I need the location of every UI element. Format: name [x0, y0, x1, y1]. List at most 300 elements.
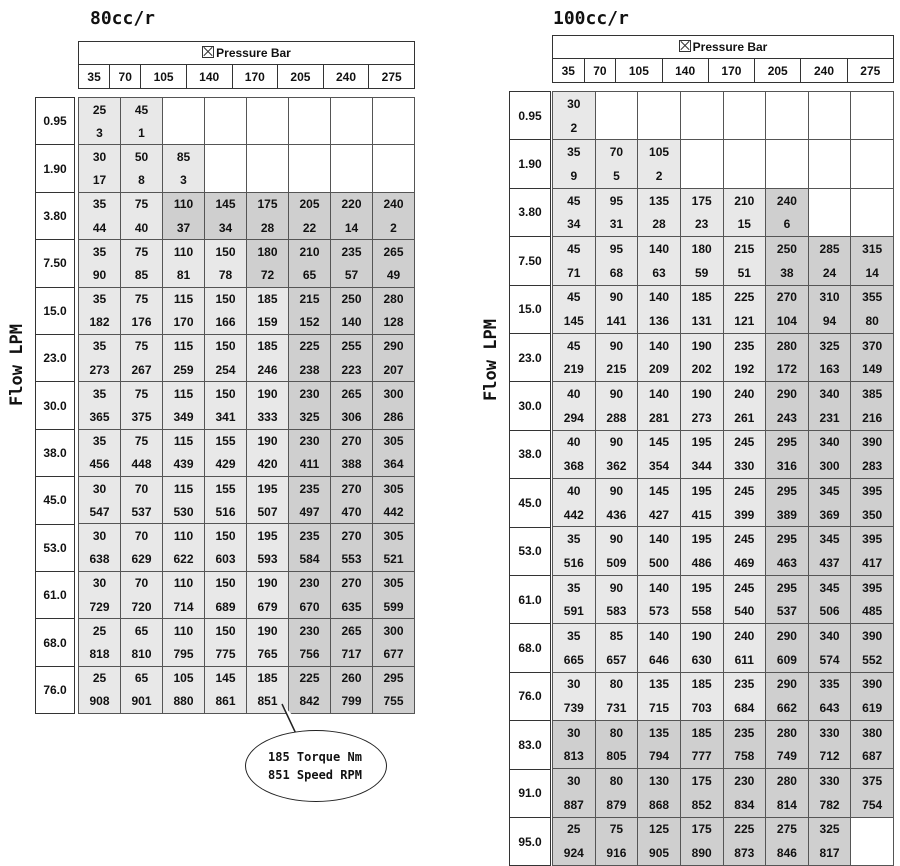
torque-value: 75: [121, 240, 163, 264]
speed-value: 288: [595, 406, 638, 430]
empty-cell: [373, 121, 415, 145]
speed-value: 49: [373, 263, 415, 287]
speed-value: 470: [331, 500, 373, 524]
empty-cell: [766, 164, 809, 188]
torque-value: 185: [247, 334, 289, 358]
speed-value: 192: [723, 358, 766, 382]
torque-value: 135: [638, 720, 681, 744]
torque-value: 115: [163, 287, 205, 311]
torque-value: 265: [373, 240, 415, 264]
speed-value: 834: [723, 793, 766, 817]
speed-value: 37: [163, 216, 205, 240]
speed-value: 890: [680, 841, 723, 865]
torque-value: 245: [723, 527, 766, 551]
speed-value: 3: [163, 169, 205, 193]
empty-cell: [680, 116, 723, 140]
speed-value: 635: [331, 595, 373, 619]
torque-value: 70: [595, 140, 638, 164]
empty-cell: [808, 164, 851, 188]
torque-value: 90: [595, 527, 638, 551]
torque-value: 375: [851, 769, 894, 793]
flow-row-label: 7.50: [509, 236, 551, 285]
speed-value: 145: [553, 309, 596, 333]
speed-value: 3: [79, 121, 121, 145]
flow-row-label: 83.0: [509, 720, 551, 769]
torque-value: 155: [205, 429, 247, 453]
speed-value: 399: [723, 503, 766, 527]
speed-value: 17: [79, 169, 121, 193]
torque-value: 190: [680, 382, 723, 406]
torque-value: 45: [553, 237, 596, 261]
torque-value: 220: [331, 192, 373, 216]
empty-cell: [851, 188, 894, 212]
speed-value: 851: [247, 690, 289, 714]
torque-value: 225: [723, 285, 766, 309]
speed-value: 286: [373, 405, 415, 429]
speed-value: 775: [205, 642, 247, 666]
torque-value: 385: [851, 382, 894, 406]
torque-value: 30: [79, 145, 121, 169]
speed-value: 731: [595, 696, 638, 720]
speed-value: 924: [553, 841, 596, 865]
torque-value: 85: [595, 624, 638, 648]
torque-value: 35: [79, 192, 121, 216]
empty-cell: [680, 92, 723, 116]
speed-value: 662: [766, 696, 809, 720]
torque-value: 185: [680, 285, 723, 309]
speed-value: 619: [851, 696, 894, 720]
torque-value: 140: [638, 624, 681, 648]
speed-value: 136: [638, 309, 681, 333]
empty-cell: [766, 140, 809, 164]
speed-value: 486: [680, 551, 723, 575]
speed-value: 574: [808, 648, 851, 672]
torque-value: 235: [723, 672, 766, 696]
torque-value: 190: [247, 382, 289, 406]
speed-value: 300: [808, 454, 851, 478]
torque-value: 185: [680, 672, 723, 696]
torque-value: 205: [289, 192, 331, 216]
torque-value: 265: [331, 619, 373, 643]
speed-value: 439: [163, 453, 205, 477]
speed-value: 583: [595, 599, 638, 623]
speed-value: 22: [289, 216, 331, 240]
torque-value: 25: [79, 619, 121, 643]
speed-value: 166: [205, 311, 247, 335]
pressure-column-header: 205: [755, 59, 801, 83]
flow-row-label: 1.90: [35, 144, 75, 192]
speed-value: 758: [723, 745, 766, 769]
flow-row-label: 61.0: [35, 571, 75, 619]
speed-value: 216: [851, 406, 894, 430]
speed-value: 553: [331, 548, 373, 572]
torque-value: 295: [373, 666, 415, 690]
speed-value: 437: [808, 551, 851, 575]
torque-value: 180: [680, 237, 723, 261]
speed-value: 873: [723, 841, 766, 865]
torque-value: 145: [205, 666, 247, 690]
torque-value: 70: [121, 571, 163, 595]
torque-value: 395: [851, 479, 894, 503]
speed-value: 176: [121, 311, 163, 335]
torque-value: 70: [121, 477, 163, 501]
right-data-grid: [552, 91, 894, 866]
speed-value: 901: [121, 690, 163, 714]
torque-value: 230: [289, 429, 331, 453]
speed-value: 846: [766, 841, 809, 865]
speed-value: 749: [766, 745, 809, 769]
torque-value: 230: [289, 382, 331, 406]
speed-value: 34: [553, 212, 596, 236]
torque-value: 325: [808, 817, 851, 841]
torque-value: 215: [289, 287, 331, 311]
speed-value: 469: [723, 551, 766, 575]
torque-value: 225: [289, 334, 331, 358]
empty-cell: [808, 212, 851, 236]
empty-cell: [373, 169, 415, 193]
empty-cell: [247, 169, 289, 193]
torque-value: 280: [766, 769, 809, 793]
flow-row-label: 45.0: [35, 476, 75, 524]
torque-value: 300: [373, 619, 415, 643]
speed-value: 677: [373, 642, 415, 666]
torque-value: 110: [163, 619, 205, 643]
empty-cell: [331, 169, 373, 193]
speed-value: 795: [163, 642, 205, 666]
speed-value: 880: [163, 690, 205, 714]
pressure-column-header: 275: [847, 59, 893, 83]
speed-value: 209: [638, 358, 681, 382]
torque-value: 25: [79, 666, 121, 690]
torque-value: 50: [121, 145, 163, 169]
pressure-column-header: 35: [553, 59, 585, 83]
speed-value: 78: [205, 263, 247, 287]
speed-value: 81: [163, 263, 205, 287]
empty-cell: [163, 98, 205, 122]
speed-value: 609: [766, 648, 809, 672]
speed-value: 436: [595, 503, 638, 527]
empty-cell: [851, 212, 894, 236]
empty-cell: [723, 116, 766, 140]
speed-value: 584: [289, 548, 331, 572]
torque-value: 245: [723, 575, 766, 599]
speed-value: 679: [247, 595, 289, 619]
empty-cell: [331, 145, 373, 169]
torque-value: 390: [851, 624, 894, 648]
speed-value: 665: [553, 648, 596, 672]
speed-value: 879: [595, 793, 638, 817]
speed-value: 219: [553, 358, 596, 382]
speed-value: 670: [289, 595, 331, 619]
empty-cell: [680, 164, 723, 188]
torque-value: 150: [205, 240, 247, 264]
speed-value: 159: [247, 311, 289, 335]
flow-row-label: 91.0: [509, 769, 551, 818]
speed-value: 65: [289, 263, 331, 287]
speed-value: 283: [851, 454, 894, 478]
empty-cell: [851, 841, 894, 865]
empty-cell: [766, 116, 809, 140]
empty-cell: [373, 98, 415, 122]
speed-value: 861: [205, 690, 247, 714]
empty-cell: [851, 817, 894, 841]
speed-value: 818: [79, 642, 121, 666]
torque-value: 45: [553, 333, 596, 357]
left-data-grid: [78, 97, 415, 714]
speed-value: 712: [808, 745, 851, 769]
torque-value: 115: [163, 429, 205, 453]
speed-value: 80: [851, 309, 894, 333]
flow-row-label: 45.0: [509, 478, 551, 527]
torque-value: 235: [331, 240, 373, 264]
speed-value: 294: [553, 406, 596, 430]
speed-value: 375: [121, 405, 163, 429]
speed-value: 765: [247, 642, 289, 666]
empty-cell: [638, 116, 681, 140]
speed-value: 729: [79, 595, 121, 619]
torque-value: 110: [163, 524, 205, 548]
torque-value: 150: [205, 619, 247, 643]
torque-value: 190: [247, 429, 289, 453]
speed-value: 411: [289, 453, 331, 477]
speed-value: 813: [553, 745, 596, 769]
pressure-column-header: 275: [369, 65, 415, 89]
speed-value: 72: [247, 263, 289, 287]
torque-value: 295: [766, 479, 809, 503]
torque-value: 245: [723, 479, 766, 503]
torque-value: 235: [723, 720, 766, 744]
torque-value: 295: [766, 527, 809, 551]
speed-value: 316: [766, 454, 809, 478]
torque-value: 230: [289, 571, 331, 595]
torque-value: 115: [163, 477, 205, 501]
torque-value: 70: [121, 524, 163, 548]
speed-value: 238: [289, 358, 331, 382]
torque-value: 35: [79, 429, 121, 453]
torque-value: 345: [808, 527, 851, 551]
speed-value: 715: [638, 696, 681, 720]
torque-value: 140: [638, 382, 681, 406]
torque-value: 25: [79, 98, 121, 122]
speed-value: 516: [205, 500, 247, 524]
speed-value: 456: [79, 453, 121, 477]
empty-cell: [851, 116, 894, 140]
torque-value: 230: [723, 769, 766, 793]
torque-value: 290: [766, 672, 809, 696]
speed-value: 5: [595, 164, 638, 188]
left-table-title: 80cc/r: [90, 8, 156, 29]
torque-value: 135: [638, 188, 681, 212]
speed-value: 40: [121, 216, 163, 240]
speed-value: 1: [121, 121, 163, 145]
speed-value: 485: [851, 599, 894, 623]
pressure-box-icon: [202, 46, 214, 58]
torque-value: 315: [851, 237, 894, 261]
speed-value: 646: [638, 648, 681, 672]
speed-value: 547: [79, 500, 121, 524]
speed-value: 104: [766, 309, 809, 333]
speed-value: 259: [163, 358, 205, 382]
torque-value: 230: [289, 619, 331, 643]
speed-value: 140: [331, 311, 373, 335]
flow-row-label: 53.0: [509, 527, 551, 576]
torque-value: 195: [680, 479, 723, 503]
speed-value: 777: [680, 745, 723, 769]
torque-value: 255: [331, 334, 373, 358]
torque-value: 240: [723, 382, 766, 406]
speed-value: 9: [553, 164, 596, 188]
empty-cell: [289, 98, 331, 122]
torque-value: 250: [766, 237, 809, 261]
torque-value: 195: [680, 527, 723, 551]
right-pressure-header: [552, 35, 894, 83]
speed-value: 333: [247, 405, 289, 429]
speed-value: 231: [808, 406, 851, 430]
speed-value: 28: [638, 212, 681, 236]
torque-value: 40: [553, 479, 596, 503]
speed-value: 2: [553, 116, 596, 140]
torque-value: 95: [595, 188, 638, 212]
torque-value: 175: [680, 769, 723, 793]
torque-value: 310: [808, 285, 851, 309]
empty-cell: [247, 98, 289, 122]
torque-value: 290: [766, 382, 809, 406]
speed-value: 14: [851, 261, 894, 285]
flow-row-label: 0.95: [35, 97, 75, 145]
speed-value: 325: [289, 405, 331, 429]
torque-value: 325: [808, 333, 851, 357]
torque-value: 25: [553, 817, 596, 841]
speed-value: 794: [638, 745, 681, 769]
torque-value: 35: [79, 334, 121, 358]
pressure-column-header: 70: [110, 65, 141, 89]
flow-row-label: 95.0: [509, 817, 551, 866]
flow-row-label: 61.0: [509, 575, 551, 624]
torque-value: 90: [595, 479, 638, 503]
speed-value: 6: [766, 212, 809, 236]
speed-value: 23: [680, 212, 723, 236]
empty-cell: [331, 98, 373, 122]
torque-value: 80: [595, 720, 638, 744]
torque-value: 95: [595, 237, 638, 261]
torque-value: 395: [851, 575, 894, 599]
torque-value: 270: [766, 285, 809, 309]
speed-value: 85: [121, 263, 163, 287]
torque-value: 30: [553, 92, 596, 116]
speed-value: 442: [373, 500, 415, 524]
speed-value: 246: [247, 358, 289, 382]
flow-row-label: 15.0: [35, 287, 75, 335]
torque-value: 300: [373, 382, 415, 406]
torque-value: 75: [121, 382, 163, 406]
torque-value: 340: [808, 382, 851, 406]
torque-value: 265: [331, 382, 373, 406]
torque-value: 110: [163, 571, 205, 595]
empty-cell: [808, 140, 851, 164]
right-flow-axis-label: Flow LPM: [481, 319, 501, 401]
flow-row-label: 68.0: [35, 618, 75, 666]
speed-value: 281: [638, 406, 681, 430]
torque-value: 235: [723, 333, 766, 357]
speed-value: 810: [121, 642, 163, 666]
speed-value: 152: [289, 311, 331, 335]
flow-row-label: 15.0: [509, 285, 551, 334]
speed-value: 516: [553, 551, 596, 575]
flow-row-label: 30.0: [509, 381, 551, 430]
speed-value: 622: [163, 548, 205, 572]
torque-value: 80: [595, 769, 638, 793]
speed-value: 842: [289, 690, 331, 714]
empty-cell: [766, 92, 809, 116]
speed-value: 273: [680, 406, 723, 430]
speed-value: 59: [680, 261, 723, 285]
speed-value: 38: [766, 261, 809, 285]
speed-value: 364: [373, 453, 415, 477]
torque-value: 295: [766, 430, 809, 454]
empty-cell: [808, 116, 851, 140]
torque-value: 30: [79, 524, 121, 548]
torque-value: 90: [595, 430, 638, 454]
torque-value: 110: [163, 192, 205, 216]
speed-value: 28: [247, 216, 289, 240]
speed-value: 782: [808, 793, 851, 817]
speed-value: 71: [553, 261, 596, 285]
flow-row-label: 30.0: [35, 381, 75, 429]
speed-value: 341: [205, 405, 247, 429]
torque-value: 185: [680, 720, 723, 744]
torque-value: 195: [247, 524, 289, 548]
empty-cell: [808, 188, 851, 212]
torque-value: 150: [205, 382, 247, 406]
speed-value: 537: [766, 599, 809, 623]
speed-value: 243: [766, 406, 809, 430]
torque-value: 305: [373, 429, 415, 453]
torque-value: 195: [680, 430, 723, 454]
torque-value: 245: [723, 430, 766, 454]
flow-row-label: 1.90: [509, 139, 551, 188]
torque-value: 290: [373, 334, 415, 358]
speed-value: 573: [638, 599, 681, 623]
torque-value: 190: [680, 333, 723, 357]
pressure-column-header: 240: [323, 65, 369, 89]
speed-value: 507: [247, 500, 289, 524]
empty-cell: [289, 145, 331, 169]
torque-value: 175: [680, 188, 723, 212]
speed-value: 540: [723, 599, 766, 623]
torque-value: 150: [205, 334, 247, 358]
torque-value: 395: [851, 527, 894, 551]
speed-value: 657: [595, 648, 638, 672]
torque-value: 305: [373, 571, 415, 595]
empty-cell: [723, 164, 766, 188]
torque-value: 260: [331, 666, 373, 690]
speed-value: 207: [373, 358, 415, 382]
speed-value: 44: [79, 216, 121, 240]
speed-value: 349: [163, 405, 205, 429]
torque-value: 280: [766, 333, 809, 357]
speed-value: 429: [205, 453, 247, 477]
speed-value: 267: [121, 358, 163, 382]
torque-value: 185: [247, 666, 289, 690]
torque-value: 225: [289, 666, 331, 690]
torque-value: 85: [163, 145, 205, 169]
torque-value: 140: [638, 237, 681, 261]
torque-value: 270: [331, 429, 373, 453]
speed-value: 506: [808, 599, 851, 623]
callout-speed-line: 851 Speed RPM: [268, 768, 362, 782]
torque-value: 240: [373, 192, 415, 216]
speed-value: 121: [723, 309, 766, 333]
